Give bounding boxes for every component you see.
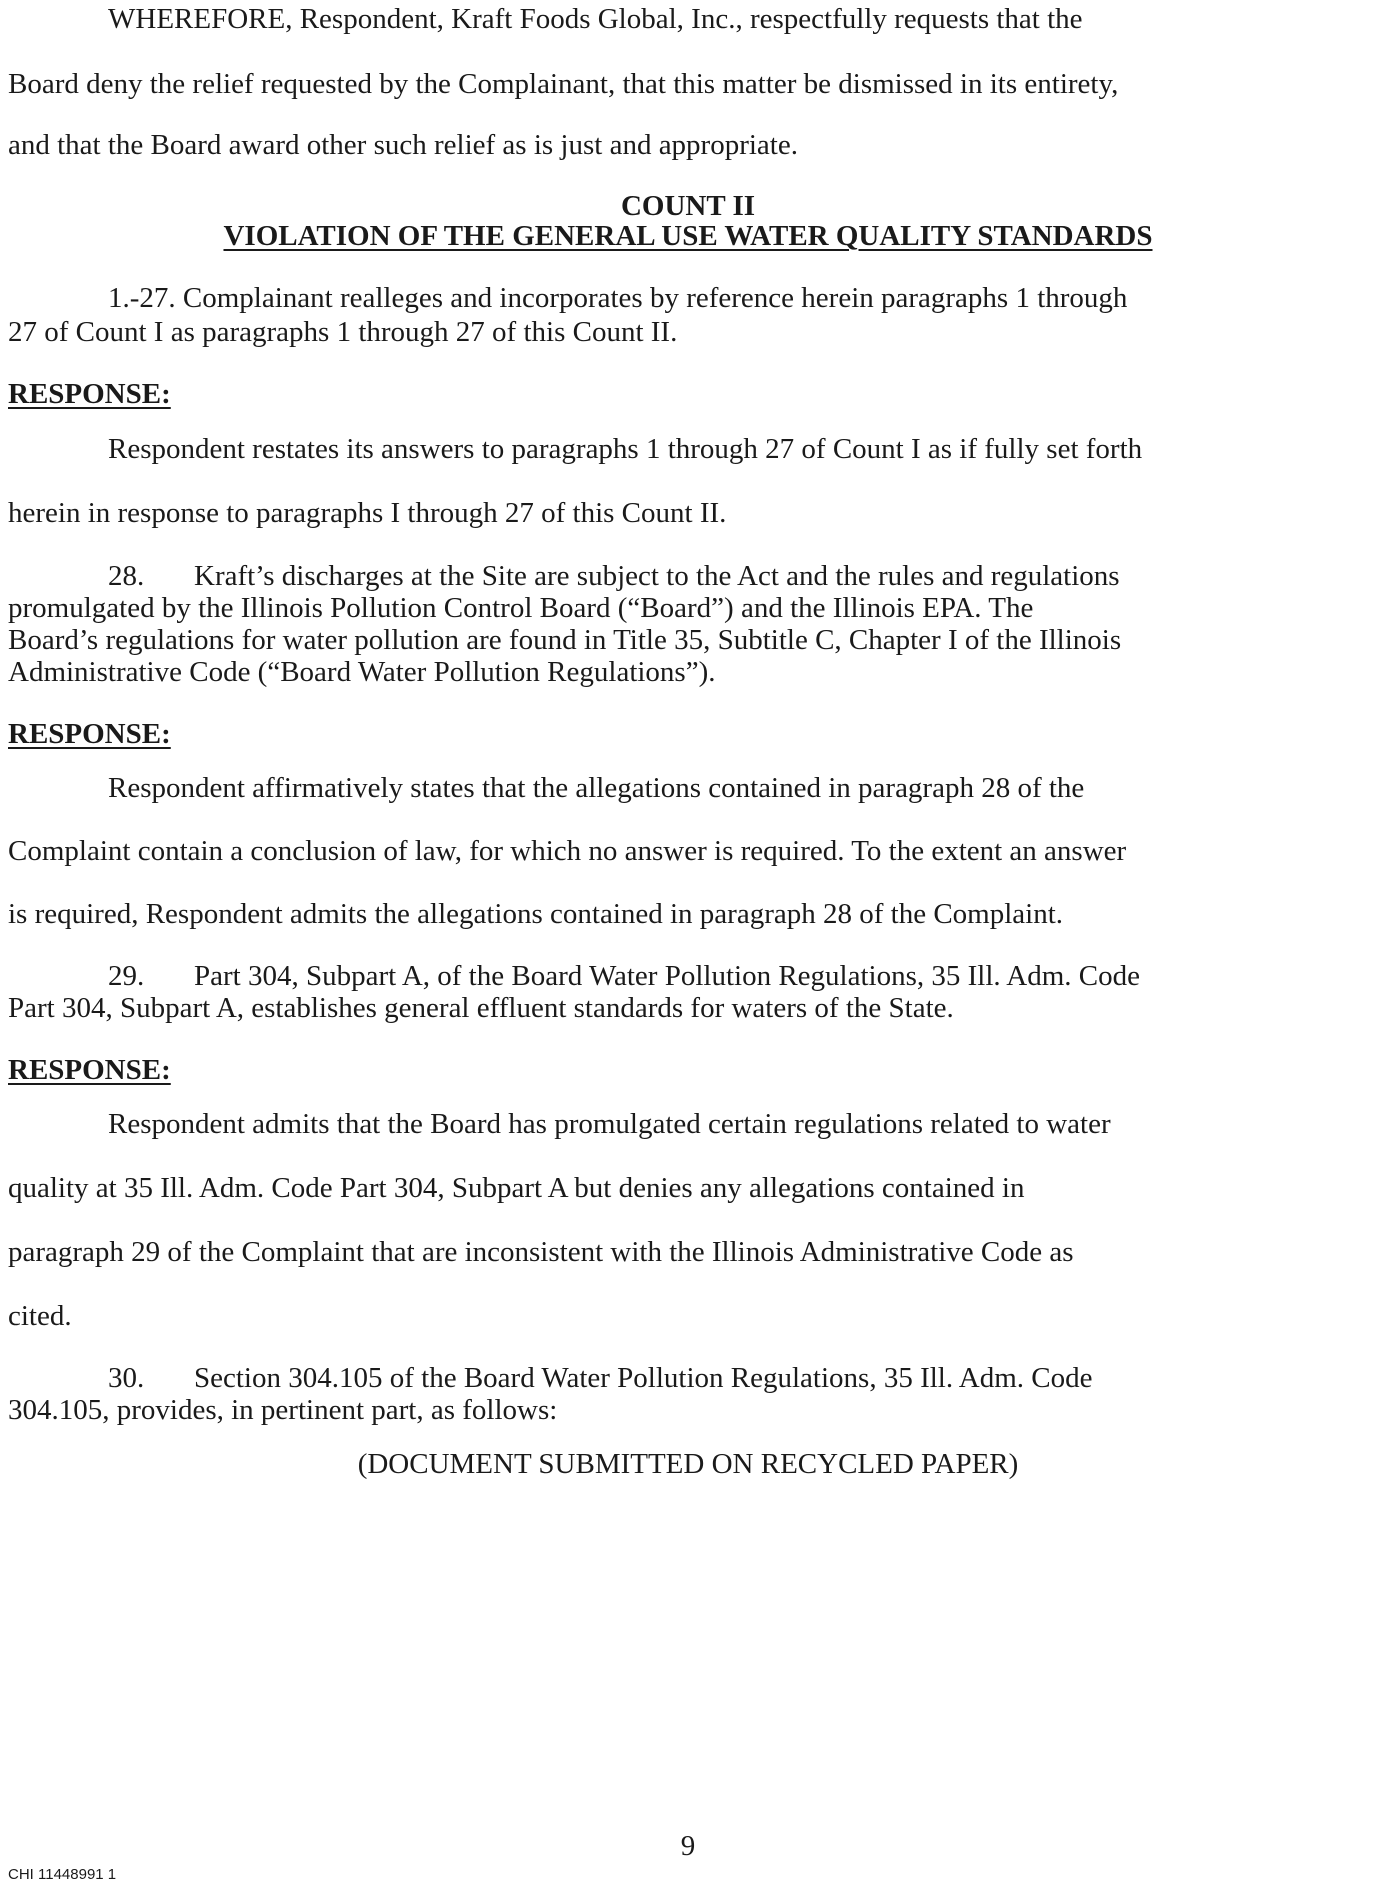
resp-28-line-1: Respondent affirmatively states that the allegations contained in paragraph 28 of the [108, 772, 1085, 804]
response-heading-3: RESPONSE: [8, 1054, 171, 1086]
para-28-text: Kraft’s discharges at the Site are subject to the Act and the rules and regulations [194, 560, 1120, 592]
count-subtitle: VIOLATION OF THE GENERAL USE WATER QUALITY STANDARDS [223, 220, 1153, 252]
count-title: COUNT II [620, 190, 756, 222]
resp-28-line-3: is required, Respondent admits the allegations contained in paragraph 28 of the Complaint. [8, 898, 1064, 930]
document-id: CHI 11448991 1 [8, 1866, 117, 1883]
resp-29-line-3: paragraph 29 of the Complaint that are inconsistent with the Illinois Administrative Code as [8, 1236, 1074, 1268]
resp-29-line-2: quality at 35 Ill. Adm. Code Part 304, Subpart A but denies any allegations contained in [8, 1172, 1025, 1204]
para-28-line-2: promulgated by the Illinois Pollution Control Board (“Board”) and the Illinois EPA. The [8, 592, 1034, 624]
para-30-line-2: 304.105, provides, in pertinent part, as follows: [8, 1394, 558, 1426]
para-28-line-1 [108, 562, 1120, 591]
resp-1-27-line-2: herein in response to paragraphs I through 27 of this Count II. [8, 497, 727, 529]
para-1-27-line-1: 1.-27. Complainant realleges and incorporates by reference herein paragraphs 1 through [108, 282, 1128, 314]
para-29-line-2: Part 304, Subpart A, establishes general effluent standards for waters of the State. [8, 992, 954, 1024]
wherefore-line-2: Board deny the relief requested by the Complainant, that this matter be dismissed in its entirety, [8, 68, 1119, 100]
response-heading-2: RESPONSE: [8, 718, 171, 750]
resp-29-line-4: cited. [8, 1300, 72, 1332]
response-heading-1: RESPONSE: [8, 378, 171, 410]
resp-1-27-line-1: Respondent restates its answers to paragraphs 1 through 27 of Count I as if fully set forth [108, 433, 1143, 465]
para-29-number: 29. [108, 960, 145, 992]
para-28-number: 28. [108, 560, 145, 592]
resp-29-line-1: Respondent admits that the Board has promulgated certain regulations related to water [108, 1108, 1111, 1140]
para-29-text: Part 304, Subpart A, of the Board Water Pollution Regulations, 35 Ill. Adm. Code [194, 960, 1140, 992]
wherefore-line-1: WHEREFORE, Respondent, Kraft Foods Global, Inc., respectfully requests that the [108, 3, 1083, 35]
para-30-line-1 [108, 1364, 1092, 1393]
para-30-text: Section 304.105 of the Board Water Pollution Regulations, 35 Ill. Adm. Code [194, 1362, 1093, 1394]
para-1-27-line-2: 27 of Count I as paragraphs 1 through 27 of this Count II. [8, 316, 678, 348]
resp-28-line-2: Complaint contain a conclusion of law, for which no answer is required. To the extent an answer [8, 835, 1127, 867]
page-number: 9 [680, 1830, 696, 1862]
para-28-line-4: Administrative Code (“Board Water Pollution Regulations”). [8, 656, 716, 688]
para-30-number: 30. [108, 1362, 145, 1394]
para-29-line-1 [108, 962, 1140, 991]
para-28-line-3: Board’s regulations for water pollution are found in Title 35, Subtitle C, Chapter I of the Illinois [8, 624, 1122, 656]
wherefore-line-3: and that the Board award other such relief as is just and appropriate. [8, 129, 798, 161]
recycled-paper-notice: (DOCUMENT SUBMITTED ON RECYCLED PAPER) [357, 1448, 1019, 1480]
